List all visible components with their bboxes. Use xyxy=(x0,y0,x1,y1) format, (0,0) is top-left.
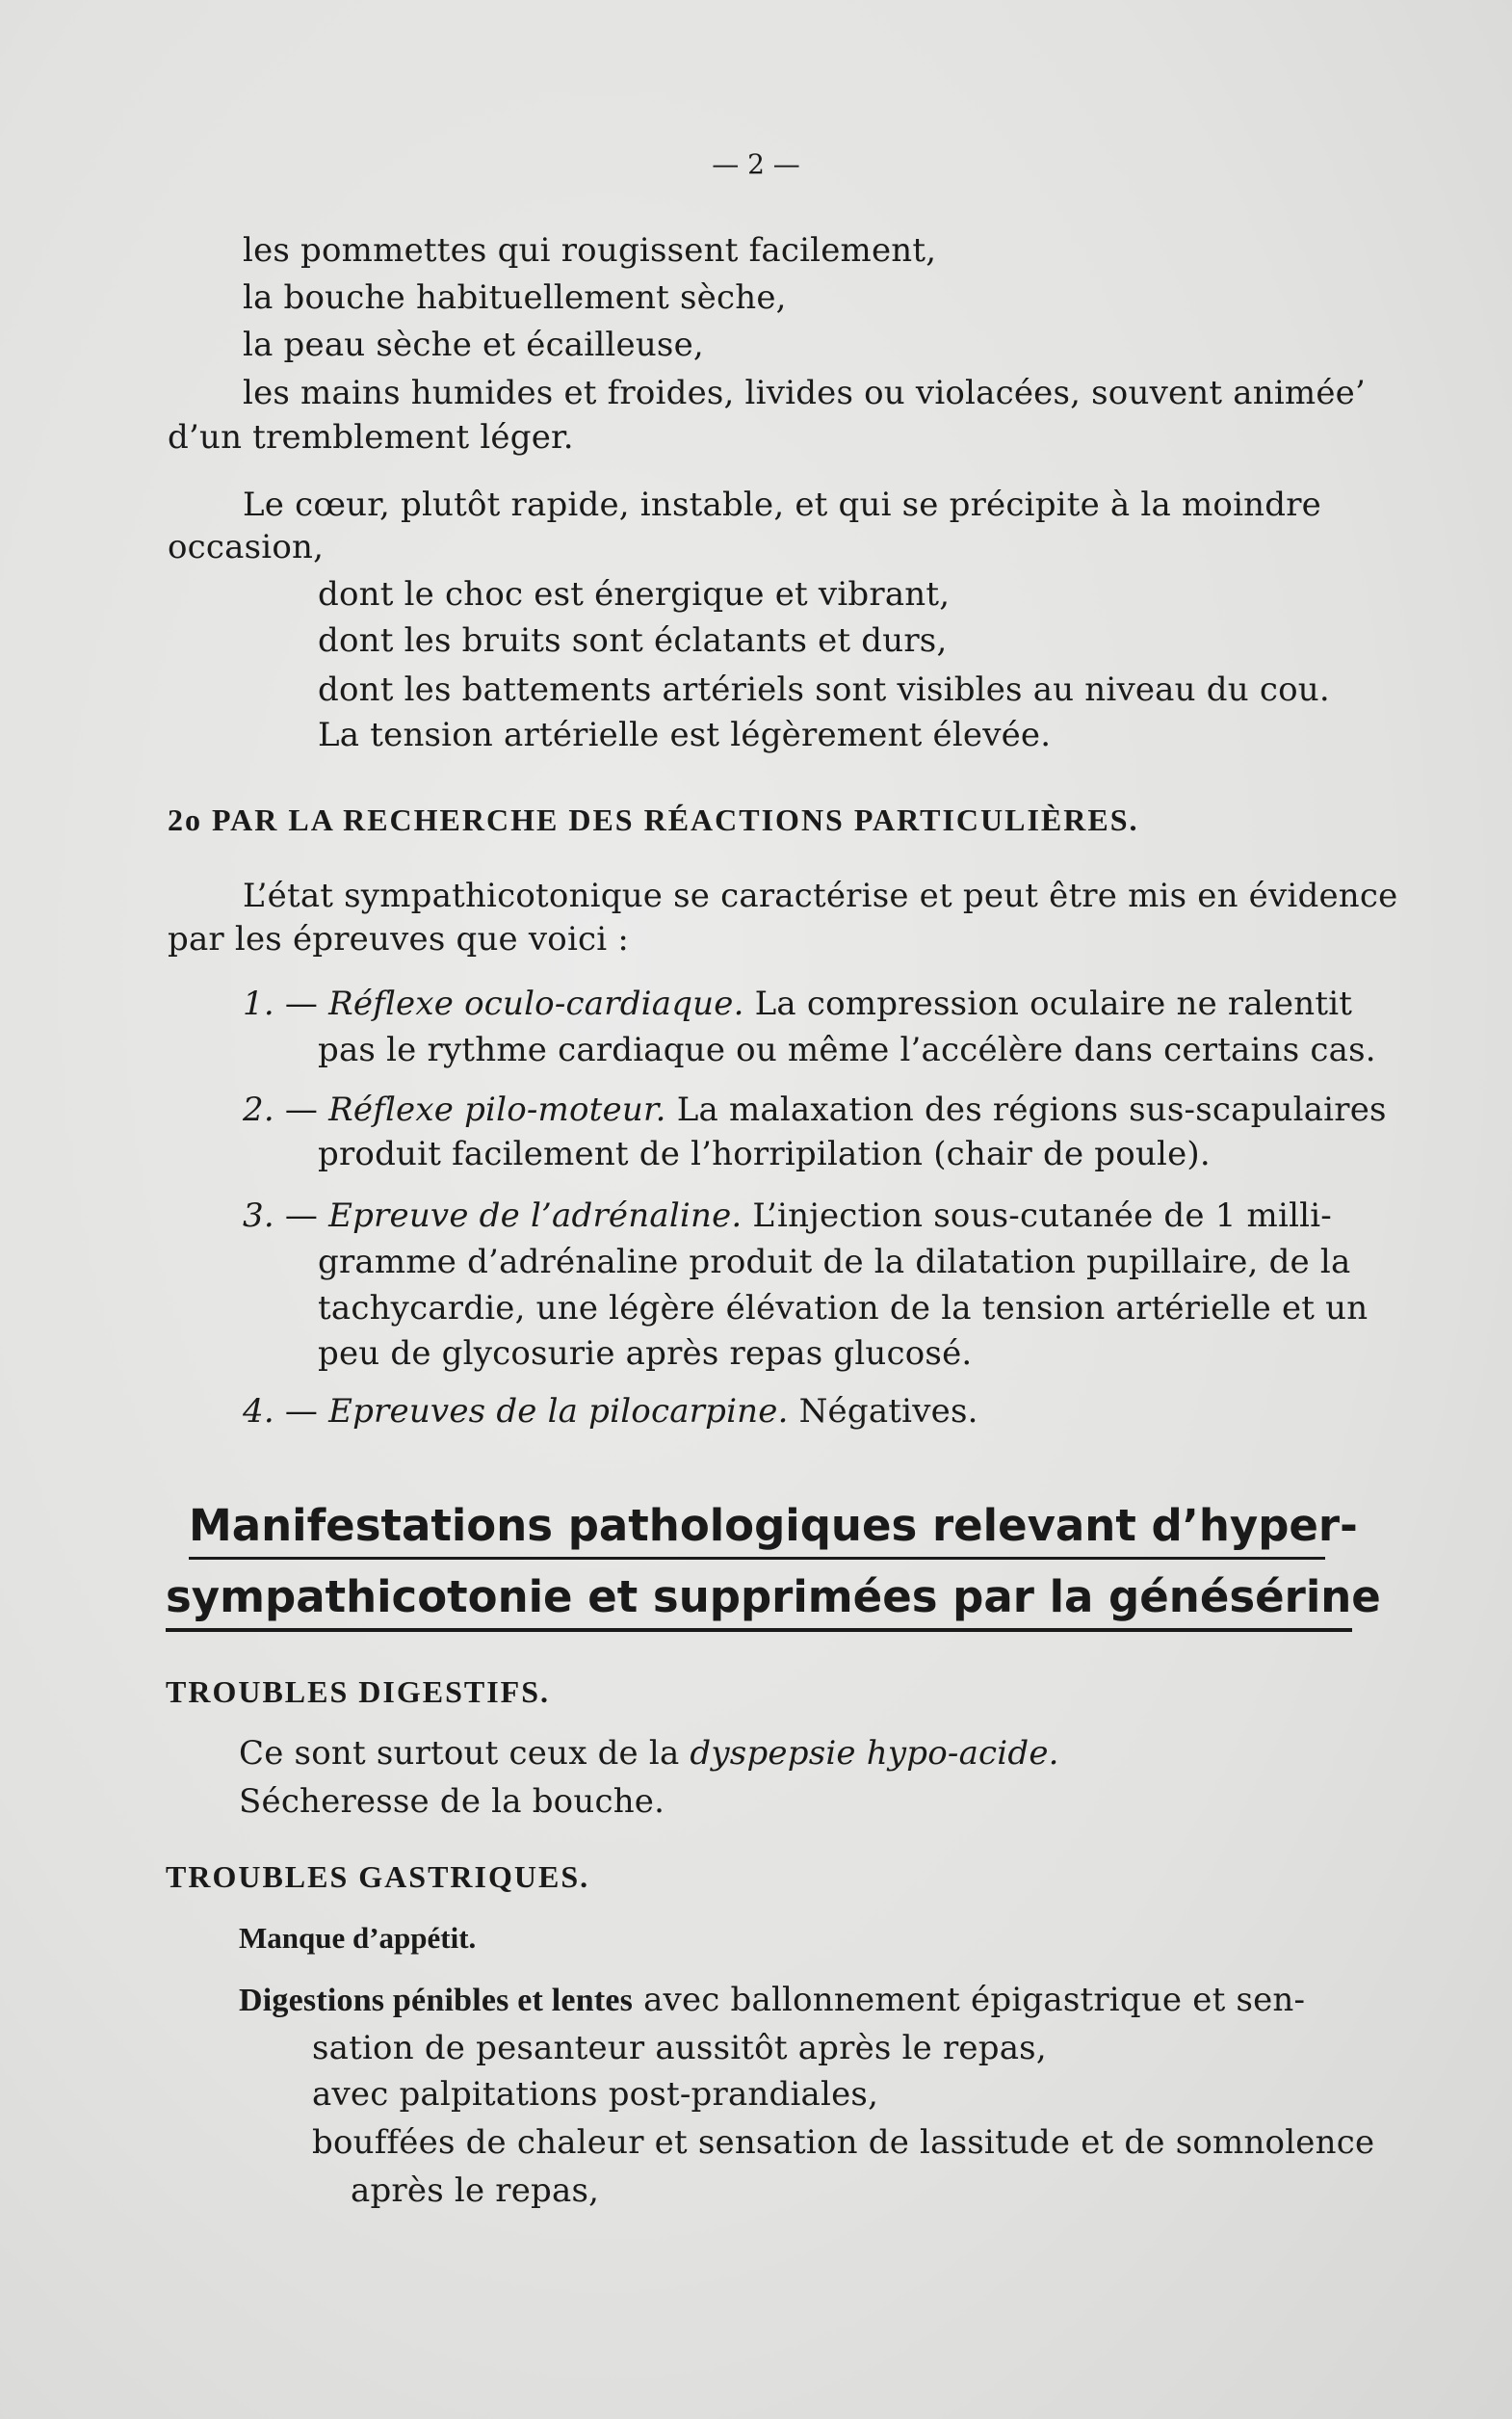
text-line: sation de pesanteur aussitôt après le repas, xyxy=(312,2029,1047,2067)
item-number: 4. xyxy=(243,1392,274,1431)
text-line: gramme d’adrénaline produit de la dilatation pupillaire, de la xyxy=(318,1243,1351,1281)
text-line: dont le choc est énergique et vibrant, xyxy=(318,575,951,614)
text-line: Sécheresse de la bouche. xyxy=(239,1782,665,1821)
item-number: 2. xyxy=(243,1091,274,1129)
bold-term: Digestions pénibles et lentes xyxy=(239,1983,634,2018)
item-text: L’injection sous-cutanée de 1 milli- xyxy=(752,1196,1332,1235)
heading-underline xyxy=(166,1628,1352,1632)
section-title: TROUBLES GASTRIQUES. xyxy=(166,1859,590,1894)
item-text: Négatives. xyxy=(798,1392,978,1431)
list-item xyxy=(243,1089,1387,1131)
item-text: La compression oculaire ne ralentit xyxy=(754,985,1353,1023)
text-segment: avec ballonnement épigastrique et sen- xyxy=(633,1981,1306,2019)
heading-underline xyxy=(189,1557,1325,1560)
text-line: les pommettes qui rougissent facilement, xyxy=(243,231,937,270)
list-item xyxy=(243,1390,978,1433)
chapter-heading-line2: sympathicotonie et supprimées par la génésérine xyxy=(166,1571,1381,1622)
text-line: dont les battements artériels sont visibles au niveau du cou. xyxy=(318,670,1330,709)
text-line: les mains humides et froides, livides ou violacées, souvent animée’ xyxy=(243,374,1366,412)
text-line: dont les bruits sont éclatants et durs, xyxy=(318,621,948,660)
section-title: 2o PAR LA RECHERCHE DES RÉACTIONS PARTICULIÈRES. xyxy=(168,802,1139,837)
text-line: La tension artérielle est légèrement élevée. xyxy=(318,716,1052,754)
text-line: produit facilement de l’horripilation (chair de poule). xyxy=(318,1135,1211,1173)
text-line xyxy=(239,1979,1305,2022)
chapter-heading-line1: Manifestations pathologiques relevant d’hyper- xyxy=(189,1500,1358,1551)
item-number: 1. xyxy=(243,985,274,1023)
text-line: Le cœur, plutôt rapide, instable, et qui se précipite à la moindre xyxy=(243,486,1321,524)
italic-term: dyspepsie hypo-acide. xyxy=(690,1734,1059,1773)
subheading: Manque d’appétit. xyxy=(239,1921,477,1955)
item-dash: — xyxy=(284,985,319,1023)
item-dash: — xyxy=(284,1091,319,1129)
item-title: Réflexe pilo-moteur. xyxy=(328,1091,666,1129)
text-segment: Ce sont surtout ceux de la xyxy=(239,1734,691,1773)
item-text: La malaxation des régions sus-scapulaires xyxy=(676,1091,1387,1129)
text-line: peu de glycosurie après repas glucosé. xyxy=(318,1334,973,1373)
item-title: Epreuve de l’adrénaline. xyxy=(328,1196,743,1235)
section-title: TROUBLES DIGESTIFS. xyxy=(166,1674,551,1709)
item-title: Réflexe oculo-cardiaque. xyxy=(328,985,744,1023)
item-dash: — xyxy=(284,1392,319,1431)
text-line: tachycardie, une légère élévation de la tension artérielle et un xyxy=(318,1289,1369,1328)
text-line: la bouche habituellement sèche, xyxy=(243,278,787,317)
page-number: — 2 — xyxy=(712,148,800,180)
text-line xyxy=(239,1732,1059,1775)
item-number: 3. xyxy=(243,1196,274,1235)
text-line: avec palpitations post-prandiales, xyxy=(312,2075,879,2114)
text-line: pas le rythme cardiaque ou même l’accélère dans certains cas. xyxy=(318,1031,1376,1069)
list-item xyxy=(243,983,1352,1025)
text-line: occasion, xyxy=(168,528,325,566)
item-title: Epreuves de la pilocarpine. xyxy=(328,1392,789,1431)
text-line: bouffées de chaleur et sensation de lassitude et de somnolence xyxy=(312,2123,1375,2162)
text-line: après le repas, xyxy=(351,2171,600,2210)
item-dash: — xyxy=(284,1196,319,1235)
text-line: par les épreuves que voici : xyxy=(168,920,630,959)
text-line: d’un tremblement léger. xyxy=(168,418,574,457)
text-line: L’état sympathicotonique se caractérise et peut être mis en évidence xyxy=(243,877,1398,915)
list-item xyxy=(243,1195,1332,1237)
text-line: la peau sèche et écailleuse, xyxy=(243,326,704,364)
